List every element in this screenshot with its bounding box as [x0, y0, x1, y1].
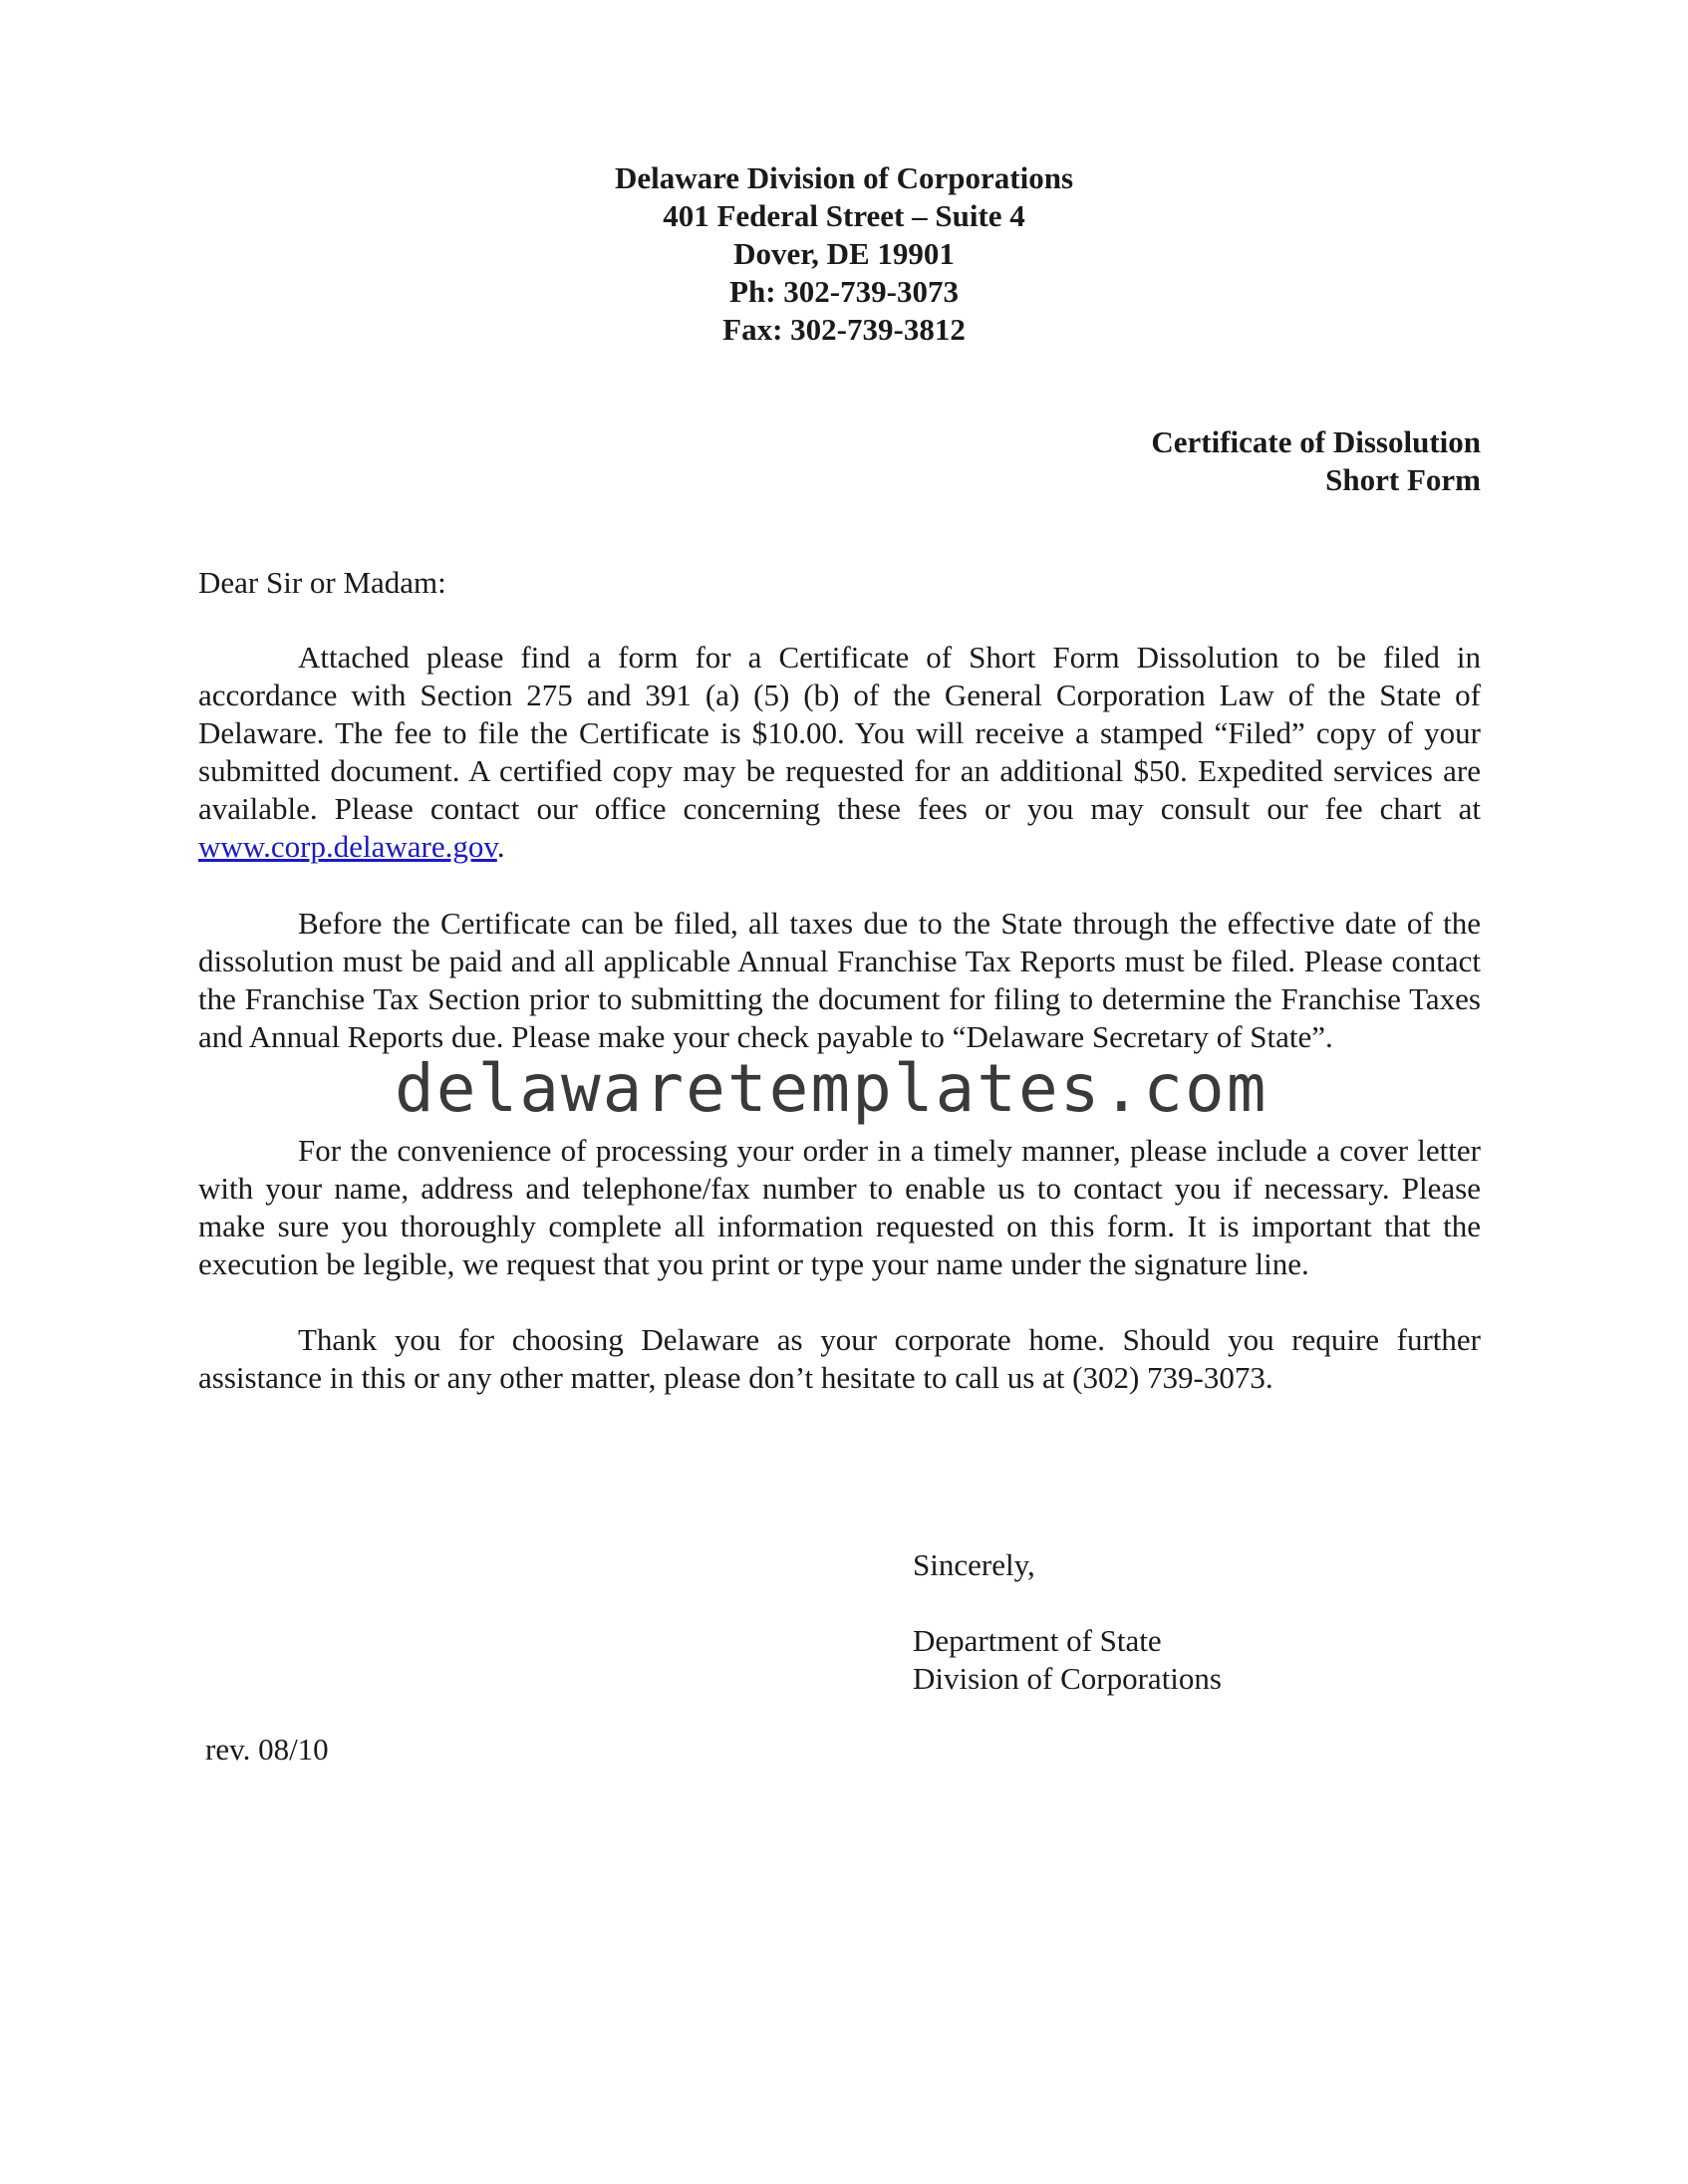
closing-block	[913, 1546, 1222, 1698]
letterhead-organization: Delaware Division of Corporations	[614, 160, 1074, 195]
salutation: Dear Sir or Madam:	[198, 565, 446, 600]
letterhead-street: 401 Federal Street – Suite 4	[663, 198, 1025, 233]
watermark: delawaretemplates.com	[395, 1050, 1268, 1127]
letterhead-city: Dover, DE 19901	[733, 236, 955, 271]
fee-chart-link[interactable]: www.corp.delaware.gov	[198, 829, 497, 864]
paragraph-cover-letter: For the convenience of processing your order in a timely manner, please include a cover letter with your name, address and telephone/fax number to enable us to contact you if necessary. Please make sure you thoroughly complete all information requested on this form. It is important that the execution be legible, we request that you print or type your name under the signature line.	[198, 1133, 1481, 1281]
sender-department: Department of State	[913, 1623, 1162, 1658]
document-title-line1: Certificate of Dissolution	[1151, 424, 1481, 459]
paragraph-fees	[198, 639, 1481, 866]
document-title-line2: Short Form	[1325, 462, 1481, 497]
letterhead	[0, 159, 1688, 349]
paragraph-fees-end: .	[496, 829, 505, 864]
sender-division: Division of Corporations	[913, 1661, 1222, 1696]
revision-note: rev. 08/10	[205, 1732, 329, 1767]
paragraph-taxes: Before the Certificate can be filed, all taxes due to the State through the effective date of the dissolution must be paid and all applicable Annual Franchise Tax Reports must be filed. Please contact the Franchise Tax Section prior to submitting the document for filing to determine the Franchise Taxes and Annual Reports due. Please make your check payable to “Delaware Secretary of State”.	[198, 906, 1481, 1054]
paragraph-fees-text: Attached please find a form for a Certificate of Short Form Dissolution to be filed in accordance with Section 275 and 391 (a) (5) (b) of the General Corporation Law of the State of Delaware. The fee to file the Certificate is $10.00. You will receive a stamped “Filed” copy of your submitted document. A certified copy may be requested for an additional $50. Expedited services are available. Please contact our office concerning these fees or you may consult our fee chart at	[198, 640, 1481, 826]
paragraph-thank-you: Thank you for choosing Delaware as your corporate home. Should you require further assistance in this or any other matter, please don’t hesitate to call us at (302) 739-3073.	[198, 1322, 1481, 1395]
letterhead-phone: Ph: 302-739-3073	[729, 274, 959, 309]
document-title	[1151, 423, 1481, 499]
valediction: Sincerely,	[913, 1547, 1035, 1582]
letterhead-fax: Fax: 302-739-3812	[722, 312, 966, 347]
